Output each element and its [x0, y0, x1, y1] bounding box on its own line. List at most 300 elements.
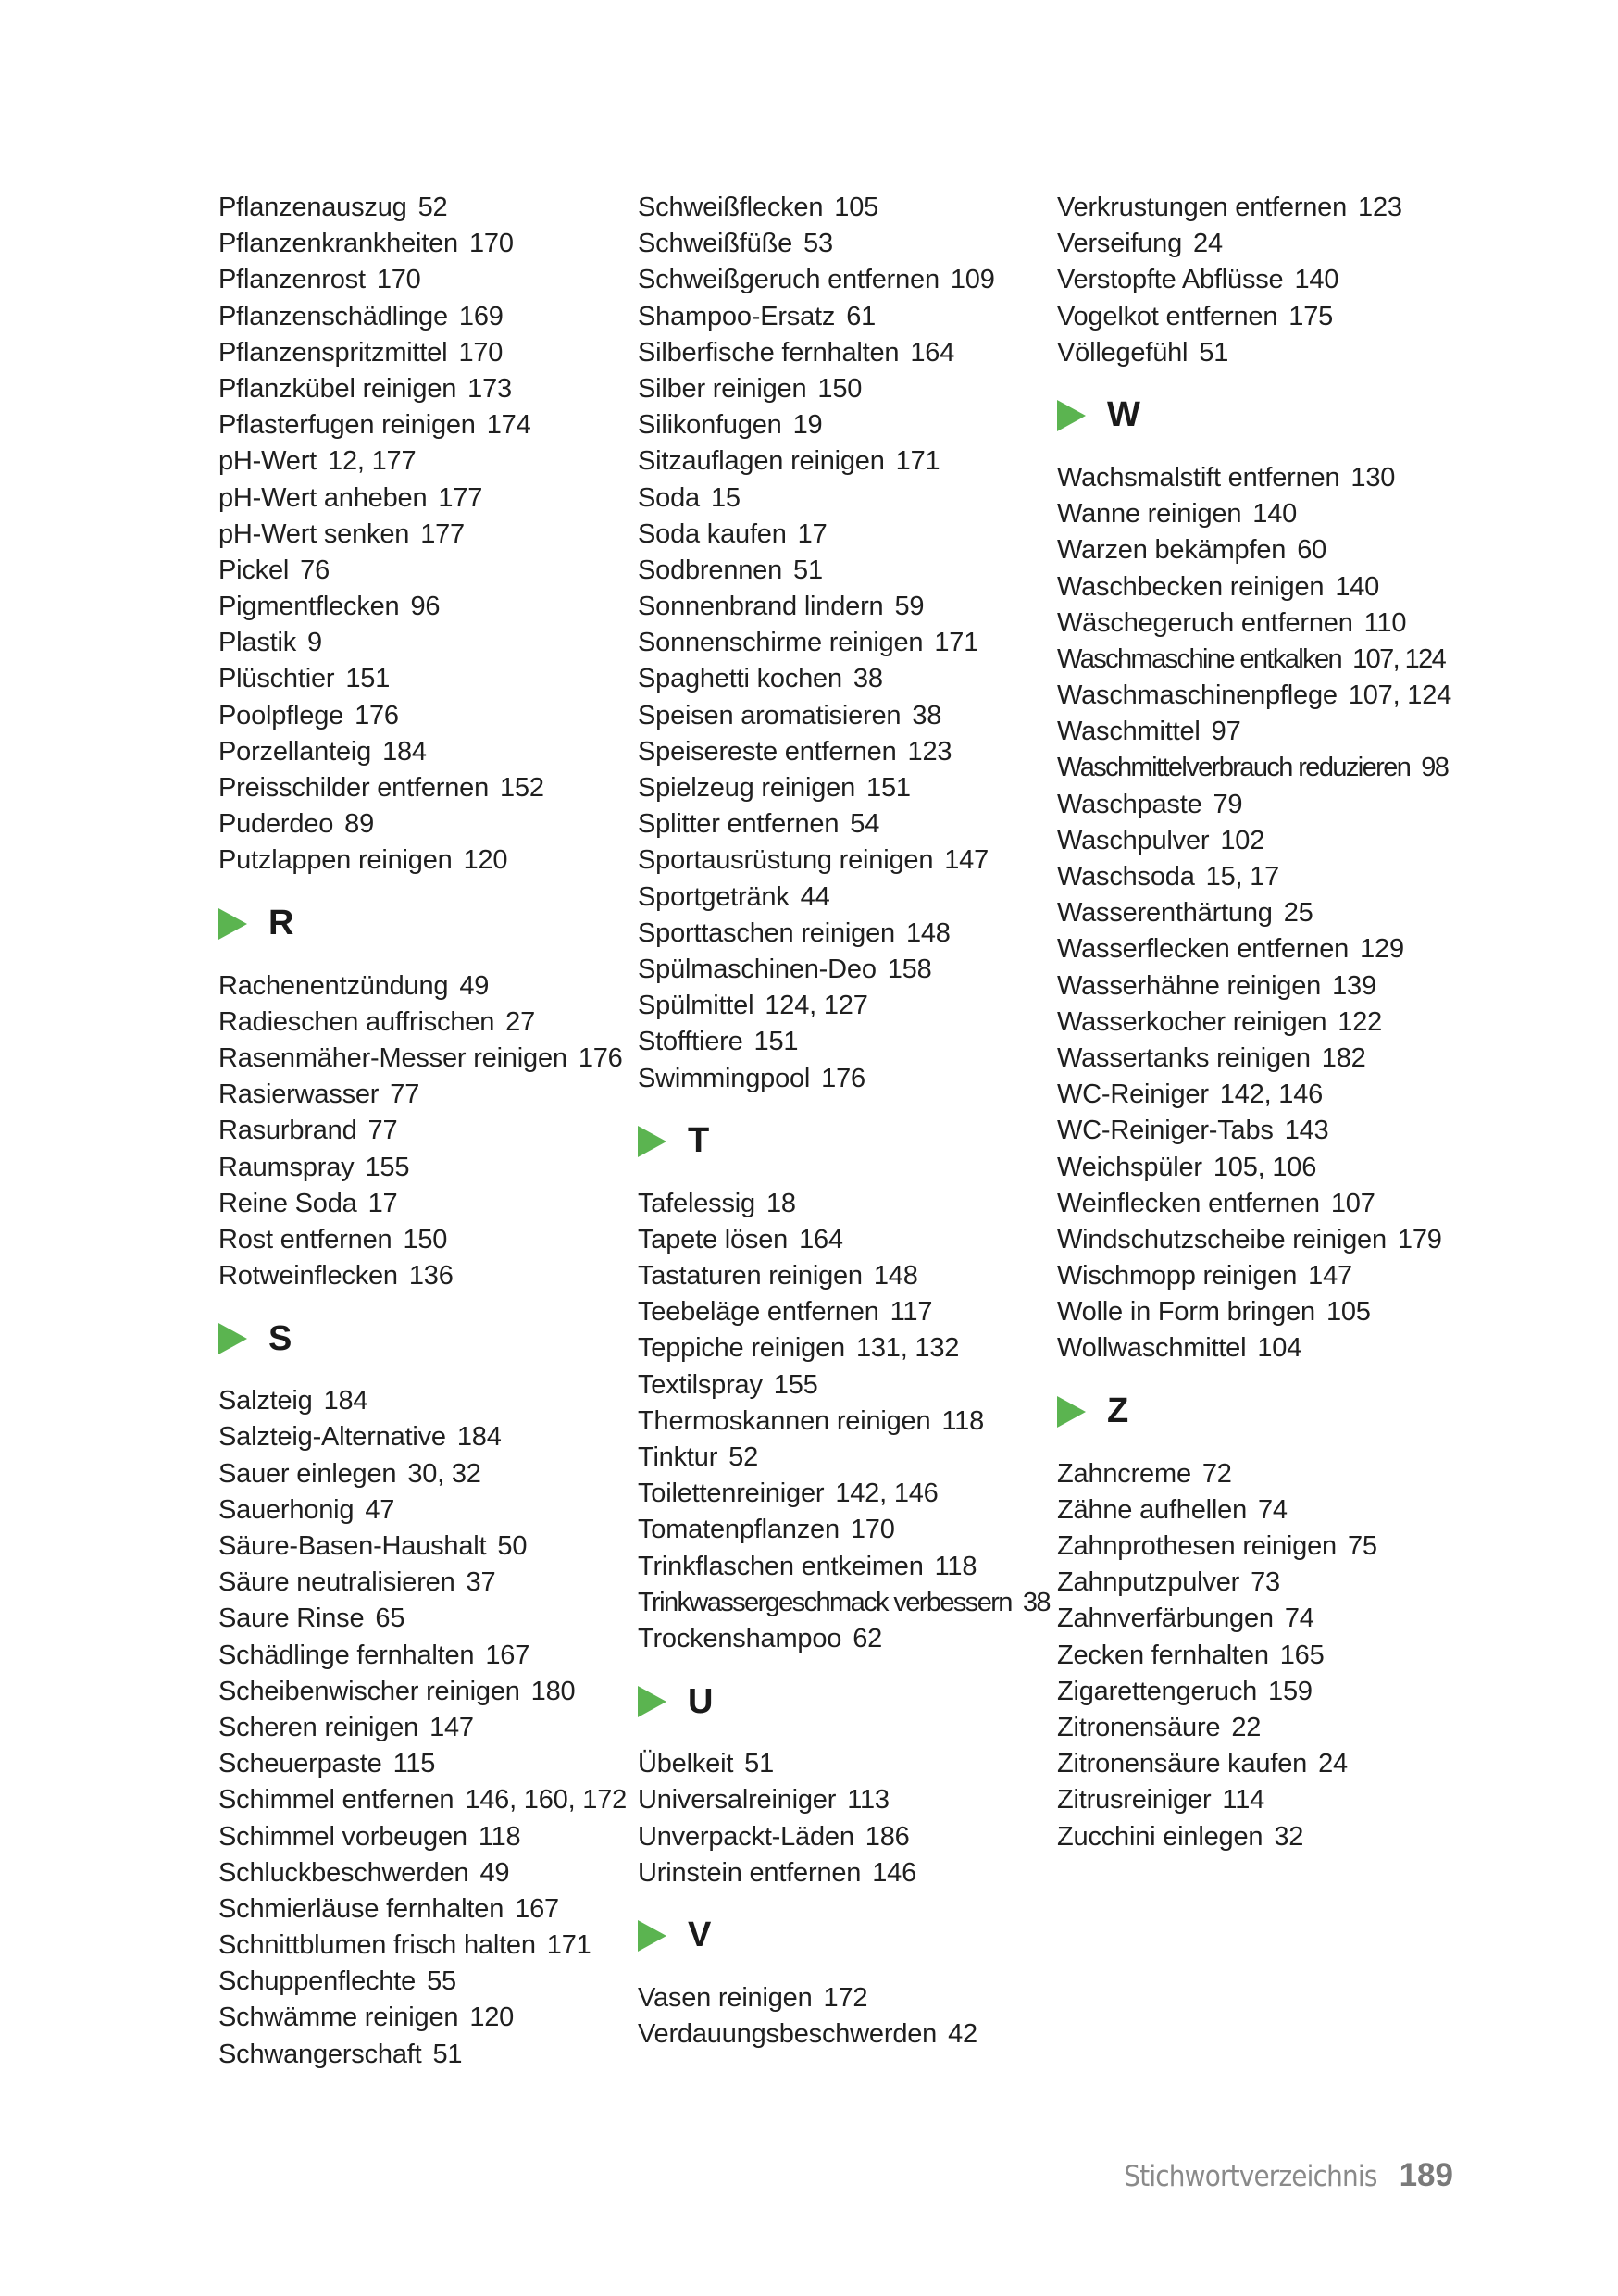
index-pages: 179 — [1397, 1224, 1442, 1254]
index-term: Sonnenschirme reinigen — [638, 628, 924, 658]
index-pages: 184 — [323, 1386, 368, 1416]
index-term: Teppiche reinigen — [638, 1333, 845, 1364]
index-pages: 140 — [1252, 499, 1298, 530]
index-entry — [218, 553, 626, 589]
section-heading-z — [1057, 1380, 1464, 1443]
index-pages: 123 — [1358, 193, 1402, 222]
index-term: Universalreiniger — [638, 1785, 837, 1816]
index-pages: 115 — [392, 1749, 436, 1779]
index-entry — [1057, 1782, 1464, 1818]
index-pages: 146 — [872, 1857, 917, 1888]
index-pages: 170 — [458, 337, 504, 368]
index-term: Wollwaschmittel — [1057, 1333, 1247, 1364]
index-entry — [638, 1782, 1045, 1818]
index-pages: 122 — [1338, 1006, 1383, 1037]
index-term: Speisen aromatisieren — [638, 700, 902, 730]
index-pages: 79 — [1213, 789, 1243, 819]
index-term: Pflasterfugen reinigen — [218, 410, 476, 441]
index-pages: 147 — [944, 845, 989, 876]
index-pages: 44 — [800, 881, 830, 912]
index-entry — [638, 661, 1045, 697]
index-pages: 120 — [463, 845, 508, 876]
index-pages: 59 — [894, 592, 925, 622]
index-pages: 54 — [850, 809, 880, 840]
index-pages: 170 — [468, 229, 514, 259]
play-triangle-icon — [1057, 400, 1086, 431]
index-pages: 77 — [390, 1079, 420, 1110]
index-term: Zecken fernhalten — [1057, 1640, 1269, 1670]
index-entry — [1057, 1004, 1464, 1041]
index-pages: 176 — [821, 1063, 865, 1093]
index-entry — [1057, 532, 1464, 568]
index-entry — [638, 517, 1045, 553]
index-entry — [1057, 335, 1464, 371]
index-pages: 107, 124 — [1348, 680, 1452, 711]
section-heading-s — [218, 1307, 626, 1370]
index-term: Waschmaschinenpflege — [1057, 680, 1338, 711]
index-entry — [218, 968, 626, 1004]
index-entry — [1057, 1529, 1464, 1565]
index-term: Porzellanteig — [218, 736, 372, 767]
index-term: Tastaturen reinigen — [638, 1261, 863, 1292]
section-letter: S — [268, 1318, 292, 1358]
index-term: Saure Rinse — [218, 1603, 365, 1634]
index-pages: 118 — [478, 1821, 521, 1852]
index-term: Wäschegeruch entfernen — [1057, 607, 1353, 638]
index-term: Wasserkocher reinigen — [1057, 1006, 1327, 1037]
index-term: Plastik — [218, 628, 297, 658]
index-term: Puderdeo — [218, 809, 334, 840]
index-column-3 — [1057, 190, 1464, 1855]
index-pages: 159 — [1268, 1676, 1313, 1706]
index-pages: 53 — [803, 229, 833, 259]
index-entry — [638, 1585, 1050, 1621]
index-term: Soda kaufen — [638, 518, 787, 549]
index-pages: 22 — [1231, 1712, 1262, 1742]
index-pages: 142, 146 — [835, 1479, 939, 1509]
play-triangle-icon — [1057, 1396, 1086, 1428]
index-pages: 75 — [1347, 1531, 1377, 1561]
index-entry — [1057, 1222, 1464, 1258]
index-pages: 42 — [948, 2019, 977, 2050]
index-pages: 171 — [934, 628, 979, 658]
index-entry — [218, 1928, 626, 1964]
index-term: Zucchini einlegen — [1057, 1821, 1263, 1852]
index-entry — [638, 916, 1045, 952]
index-entry — [638, 698, 1045, 734]
index-entry — [638, 1222, 1045, 1258]
index-pages: 107, 124 — [1352, 643, 1446, 674]
index-term: pH-Wert senken — [218, 518, 410, 549]
index-pages: 139 — [1332, 970, 1376, 1001]
index-term: Schweißgeruch entfernen — [638, 265, 940, 295]
play-triangle-icon — [218, 908, 247, 940]
index-entry — [1057, 460, 1464, 496]
index-pages: 74 — [1258, 1494, 1288, 1525]
index-pages: 96 — [410, 592, 441, 622]
index-entry — [218, 842, 626, 879]
index-term: Wasserflecken entfernen — [1057, 934, 1350, 965]
index-pages: 155 — [773, 1369, 818, 1400]
index-term: Sauerhonig — [218, 1494, 355, 1525]
index-term: Pflanzenspritzmittel — [218, 337, 448, 368]
index-term: WC-Reiniger-Tabs — [1057, 1116, 1274, 1146]
index-term: Säure-Basen-Haushalt — [218, 1531, 487, 1561]
index-term: Sitzauflagen reinigen — [638, 446, 885, 477]
index-pages: 171 — [546, 1930, 591, 1961]
index-term: Preisschilder entfernen — [218, 773, 489, 803]
index-entry — [638, 625, 1045, 661]
play-triangle-icon — [638, 1686, 666, 1717]
index-term: Pickel — [218, 555, 290, 585]
index-entry — [218, 734, 626, 770]
index-pages: 107 — [1330, 1188, 1375, 1218]
index-term: Schluckbeschwerden — [218, 1857, 469, 1888]
index-entry — [218, 2037, 626, 2073]
index-term: Wachsmalstift entfernen — [1057, 462, 1340, 493]
index-entry — [638, 1404, 1045, 1440]
index-term: Salzteig-Alternative — [218, 1422, 446, 1453]
index-pages: 18 — [765, 1188, 796, 1218]
index-term: Spaghetti kochen — [638, 664, 842, 694]
index-entry — [638, 1621, 1045, 1657]
index-pages: 164 — [799, 1224, 843, 1254]
index-pages: 19 — [792, 410, 823, 441]
index-pages: 130 — [1350, 462, 1396, 493]
index-pages: 102 — [1220, 825, 1265, 855]
index-term: Urinstein entfernen — [638, 1857, 862, 1888]
index-entry — [218, 1186, 626, 1222]
index-entry — [1057, 714, 1464, 750]
index-term: Rotweinflecken — [218, 1261, 398, 1292]
index-term: Schnittblumen frisch halten — [218, 1930, 536, 1961]
index-entry — [218, 517, 626, 553]
index-pages: 173 — [467, 373, 512, 404]
index-pages: 37 — [466, 1567, 496, 1598]
page-number: 189 — [1399, 2157, 1453, 2193]
index-pages: 12, 177 — [328, 446, 417, 477]
index-pages: 147 — [1308, 1261, 1352, 1292]
index-pages: 38 — [912, 700, 942, 730]
index-entry — [218, 371, 626, 407]
index-pages: 174 — [486, 410, 531, 441]
index-entry — [218, 443, 626, 480]
play-triangle-icon — [638, 1126, 666, 1157]
index-pages: 38 — [853, 664, 883, 694]
index-entry — [1057, 190, 1464, 226]
index-term: Putzlappen reinigen — [218, 845, 453, 876]
index-pages: 148 — [905, 917, 951, 948]
index-entry — [638, 2016, 1045, 2053]
index-pages: 109 — [950, 265, 995, 295]
index-pages: 184 — [456, 1422, 502, 1453]
index-pages: 51 — [744, 1749, 775, 1779]
index-entry — [218, 1674, 626, 1710]
index-term: Speisereste entfernen — [638, 736, 897, 767]
index-term: Sauer einlegen — [218, 1458, 397, 1489]
section-heading-t — [638, 1110, 1045, 1173]
index-term: Weichspüler — [1057, 1152, 1202, 1182]
index-term: Radieschen auffrischen — [218, 1006, 495, 1037]
index-pages: 131, 132 — [855, 1333, 960, 1364]
index-pages: 171 — [895, 446, 940, 477]
index-entry — [638, 1549, 1045, 1585]
index-pages: 73 — [1251, 1567, 1280, 1598]
index-term: Trockenshampoo — [638, 1623, 842, 1653]
index-term: Swimmingpool — [638, 1063, 811, 1093]
index-term: Schwämme reinigen — [218, 2003, 459, 2033]
index-entry — [1057, 787, 1464, 823]
index-entry — [218, 1041, 626, 1077]
index-pages: 158 — [887, 954, 932, 984]
index-pages: 38 — [1022, 1587, 1050, 1617]
index-pages: 105, 106 — [1213, 1152, 1317, 1182]
index-entry — [1057, 299, 1464, 335]
index-entry — [1057, 1674, 1464, 1710]
index-pages: 142, 146 — [1219, 1079, 1324, 1110]
index-term: Waschmaschine entkalken — [1057, 643, 1342, 674]
index-entry — [1057, 605, 1464, 642]
index-pages: 49 — [479, 1857, 510, 1888]
index-term: Spielzeug reinigen — [638, 773, 856, 803]
index-entry — [638, 1746, 1045, 1782]
index-pages: 123 — [907, 736, 952, 767]
index-pages: 143 — [1284, 1116, 1329, 1146]
index-term: Waschpulver — [1057, 825, 1210, 855]
index-term: Schimmel entfernen — [218, 1785, 454, 1816]
index-pages: 52 — [728, 1442, 759, 1472]
index-entry — [218, 1638, 626, 1674]
index-pages: 152 — [500, 773, 544, 803]
index-term: pH-Wert anheben — [218, 482, 428, 513]
index-term: Zahnprothesen reinigen — [1057, 1531, 1337, 1561]
index-entry — [1057, 1492, 1464, 1529]
index-entry — [638, 770, 1045, 806]
index-entry — [638, 190, 1045, 226]
index-pages: 51 — [793, 555, 823, 585]
index-pages: 32 — [1274, 1821, 1304, 1852]
index-entry — [218, 190, 626, 226]
index-pages: 176 — [578, 1042, 623, 1073]
index-term: Zitronensäure kaufen — [1057, 1749, 1308, 1779]
index-term: Sportausrüstung reinigen — [638, 845, 934, 876]
section-letter: Z — [1107, 1391, 1129, 1431]
index-entry — [1057, 569, 1464, 605]
index-pages: 175 — [1288, 301, 1334, 331]
index-entry — [1057, 1041, 1464, 1077]
index-term: Zitronensäure — [1057, 1712, 1221, 1742]
index-term: Trinkwassergeschmack verbessern — [638, 1587, 1012, 1617]
index-pages: 136 — [408, 1261, 454, 1292]
index-entry — [638, 1512, 1045, 1548]
index-term: Schimmel vorbeugen — [218, 1821, 467, 1852]
index-pages: 151 — [345, 664, 391, 694]
index-entry — [1057, 1186, 1464, 1222]
index-pages: 148 — [873, 1261, 918, 1292]
index-pages: 110 — [1363, 607, 1407, 638]
index-pages: 155 — [365, 1152, 410, 1182]
index-pages: 170 — [376, 265, 421, 295]
index-pages: 167 — [515, 1893, 559, 1924]
section-heading-u — [638, 1670, 1045, 1733]
index-pages: 72 — [1201, 1458, 1232, 1489]
index-term: Pigmentflecken — [218, 592, 400, 622]
index-term: Übelkeit — [638, 1749, 734, 1779]
index-pages: 117 — [890, 1297, 933, 1328]
index-entry — [1057, 859, 1464, 895]
index-term: Verdauungsbeschwerden — [638, 2019, 938, 2050]
index-pages: 50 — [497, 1531, 528, 1561]
index-entry — [218, 1529, 626, 1565]
index-pages: 113 — [847, 1785, 890, 1816]
index-pages: 184 — [382, 736, 427, 767]
index-entry — [218, 335, 626, 371]
index-term: Wasserenthärtung — [1057, 898, 1273, 929]
index-entry — [218, 299, 626, 335]
index-entry — [218, 1113, 626, 1149]
index-entry — [638, 589, 1045, 625]
index-term: Tapete lösen — [638, 1224, 789, 1254]
index-pages: 151 — [753, 1027, 799, 1057]
index-entry — [1057, 496, 1464, 532]
index-pages: 52 — [417, 193, 448, 222]
index-entry — [638, 407, 1045, 443]
index-term: Poolpflege — [218, 700, 344, 730]
index-entry — [218, 1492, 626, 1529]
index-term: Zahncreme — [1057, 1458, 1191, 1489]
index-entry — [1057, 895, 1464, 931]
index-term: WC-Reiniger — [1057, 1079, 1209, 1110]
index-entry — [218, 1891, 626, 1928]
index-term: Waschmittel — [1057, 717, 1201, 747]
index-term: Splitter entfernen — [638, 809, 840, 840]
index-term: Waschsoda — [1057, 862, 1195, 892]
index-entry — [218, 1004, 626, 1041]
index-pages: 140 — [1335, 571, 1380, 602]
index-entry — [638, 806, 1045, 842]
index-entry — [218, 1710, 626, 1746]
index-term: Thermoskannen reinigen — [638, 1405, 931, 1436]
index-term: Salzteig — [218, 1386, 313, 1416]
index-term: Raumspray — [218, 1152, 355, 1182]
index-pages: 89 — [344, 809, 375, 840]
index-entry — [638, 1980, 1045, 2016]
index-pages: 114 — [1222, 1785, 1265, 1816]
index-entry — [218, 2000, 626, 2036]
index-term: Wassertanks reinigen — [1057, 1042, 1311, 1073]
index-term: Sodbrennen — [638, 555, 783, 585]
index-term: Silber reinigen — [638, 373, 807, 404]
index-term: Scheuerpaste — [218, 1749, 382, 1779]
index-column-1 — [218, 190, 626, 2073]
index-entry — [638, 1476, 1045, 1512]
index-pages: 105 — [834, 193, 879, 222]
index-term: Tafelessig — [638, 1188, 755, 1218]
index-pages: 120 — [469, 2003, 515, 2033]
index-entry — [218, 1819, 626, 1855]
index-pages: 167 — [485, 1640, 530, 1670]
index-term: Rasenmäher-Messer reinigen — [218, 1042, 567, 1073]
index-pages: 176 — [355, 700, 399, 730]
index-pages: 165 — [1279, 1640, 1325, 1670]
index-term: Sportgetränk — [638, 881, 790, 912]
index-term: Scheibenwischer reinigen — [218, 1676, 520, 1706]
index-pages: 24 — [1193, 229, 1223, 259]
section-heading-r — [218, 892, 626, 955]
index-term: Soda — [638, 482, 700, 513]
index-term: Rasierwasser — [218, 1079, 380, 1110]
index-term: Teebeläge entfernen — [638, 1297, 879, 1328]
index-pages: 170 — [850, 1515, 895, 1545]
index-entry — [1057, 823, 1464, 859]
index-entry — [218, 1746, 626, 1782]
index-entry — [638, 553, 1045, 589]
index-entry — [218, 806, 626, 842]
index-entry — [1057, 1601, 1464, 1637]
index-pages: 177 — [438, 482, 483, 513]
index-term: Schwangerschaft — [218, 2039, 422, 2069]
index-entry — [1057, 262, 1464, 298]
index-term: Wischmopp reinigen — [1057, 1261, 1298, 1292]
index-term: Waschmittelverbrauch reduzieren — [1057, 753, 1411, 783]
index-pages: 47 — [365, 1494, 395, 1525]
index-term: Windschutzscheibe reinigen — [1057, 1224, 1387, 1254]
index-pages: 105 — [1326, 1297, 1371, 1328]
index-term: Weinflecken entfernen — [1057, 1188, 1320, 1218]
index-term: Zigarettengeruch — [1057, 1676, 1258, 1706]
index-entry — [638, 371, 1045, 407]
index-column-2 — [638, 190, 1050, 2053]
index-entry — [1057, 1456, 1464, 1492]
index-pages: 51 — [432, 2039, 463, 2069]
index-term: Rachenentzündung — [218, 970, 449, 1001]
index-term: Vogelkot entfernen — [1057, 301, 1278, 331]
index-entry — [1057, 226, 1464, 262]
index-term: Verseifung — [1057, 229, 1183, 259]
index-entry — [638, 1186, 1045, 1222]
index-term: Säure neutralisieren — [218, 1567, 455, 1598]
index-pages: 62 — [853, 1623, 883, 1653]
index-entry — [218, 407, 626, 443]
index-entry — [218, 589, 626, 625]
index-term: Tomatenpflanzen — [638, 1515, 840, 1545]
index-entry — [638, 952, 1045, 988]
index-entry — [638, 1440, 1045, 1476]
index-entry — [638, 226, 1045, 262]
index-pages: 180 — [530, 1676, 576, 1706]
index-term: Plüschtier — [218, 664, 335, 694]
index-entry — [218, 1077, 626, 1113]
index-term: Schmierläuse fernhalten — [218, 1893, 504, 1924]
index-term: Silberfische fernhalten — [638, 337, 900, 368]
index-entry — [1057, 931, 1464, 967]
index-entry — [218, 1964, 626, 2000]
play-triangle-icon — [218, 1323, 247, 1354]
footer-section-title: Stichwortverzeichnis — [1124, 2160, 1377, 2193]
section-heading-w — [1057, 384, 1464, 447]
index-term: Vasen reinigen — [638, 1982, 813, 2013]
index-pages: 169 — [458, 301, 504, 331]
index-entry — [218, 698, 626, 734]
index-term: Reine Soda — [218, 1188, 357, 1218]
index-entry — [218, 770, 626, 806]
index-entry — [1057, 1710, 1464, 1746]
index-term: Schädlinge fernhalten — [218, 1640, 475, 1670]
index-pages: 27 — [505, 1006, 536, 1037]
index-entry — [1057, 1819, 1464, 1855]
index-term: Sonnenbrand lindern — [638, 592, 884, 622]
index-pages: 151 — [866, 773, 911, 803]
